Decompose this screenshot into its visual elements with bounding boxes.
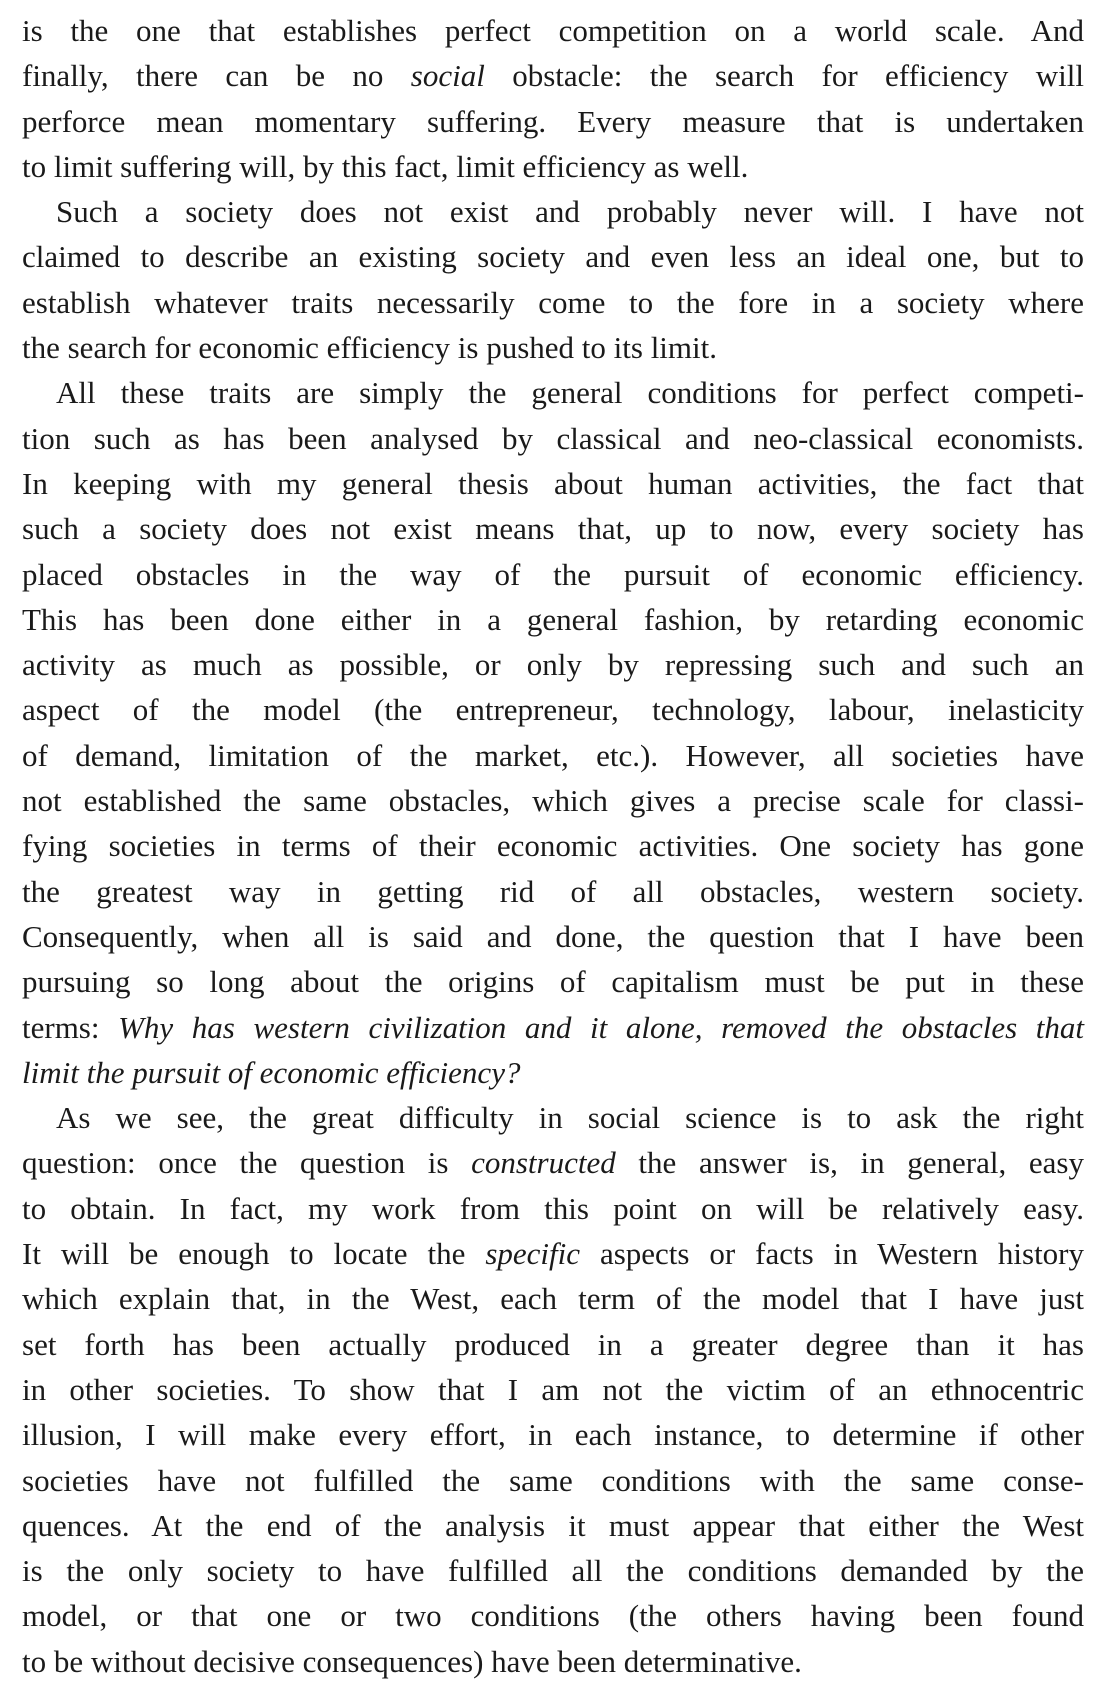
text-run: which explain that, in the West, each term of the model that I have just bbox=[22, 1281, 1084, 1317]
text-line bbox=[22, 506, 1084, 551]
text-run: is the one that establishes perfect competition on a world scale. And bbox=[22, 13, 1084, 48]
text-run: question: once the question is bbox=[22, 1145, 472, 1181]
text-run: aspects or facts in Western history bbox=[580, 1236, 1085, 1272]
text-run: terms: bbox=[22, 1009, 119, 1045]
text-run: the answer is, in general, easy bbox=[615, 1145, 1084, 1181]
text-run: model, or that one or two conditions (the others having been found bbox=[22, 1598, 1084, 1634]
text-line bbox=[22, 823, 1084, 868]
text-line bbox=[22, 1140, 1084, 1185]
italic-text: social bbox=[410, 58, 485, 94]
text-line bbox=[22, 869, 1084, 914]
text-run: finally, there can be no bbox=[22, 58, 411, 94]
document-page bbox=[22, 8, 1084, 1684]
text-run: fying societies in terms of their economic activities. One society has gone bbox=[22, 828, 1084, 864]
text-line bbox=[22, 1458, 1084, 1503]
italic-text: constructed bbox=[471, 1145, 616, 1181]
text-line bbox=[22, 99, 1084, 144]
text-line bbox=[22, 687, 1084, 732]
text-line bbox=[22, 733, 1084, 778]
text-run: All these traits are simply the general conditions for perfect competi- bbox=[56, 375, 1084, 411]
text-line bbox=[22, 959, 1084, 1004]
text-line bbox=[22, 1639, 1084, 1684]
text-run: As we see, the great difficulty in social science is to ask the right bbox=[56, 1100, 1084, 1136]
text-line bbox=[22, 8, 1084, 53]
text-line bbox=[22, 461, 1084, 506]
text-run: tion such as has been analysed by classical and neo-classical economists. bbox=[22, 420, 1084, 456]
italic-text: Why has western civilization and it alone, removed the obstacles that bbox=[118, 1009, 1084, 1045]
text-run: It will be enough to locate the bbox=[22, 1236, 486, 1272]
text-run: in other societies. To show that I am not the victim of an ethnocentric bbox=[22, 1371, 1084, 1407]
text-run: aspect of the model (the entrepreneur, technology, labour, inelasticity bbox=[22, 692, 1084, 728]
text-line bbox=[22, 642, 1084, 687]
text-run: Consequently, when all is said and done, the question that I have been bbox=[22, 918, 1084, 954]
text-line bbox=[22, 370, 1084, 415]
text-line bbox=[22, 1367, 1084, 1412]
text-run: such a society does not exist means that, up to now, every society has bbox=[22, 511, 1084, 547]
text-line bbox=[22, 1186, 1084, 1231]
paragraph-1 bbox=[22, 8, 1084, 189]
text-line bbox=[22, 1050, 1084, 1095]
text-run: is the only society to have fulfilled all the conditions demanded by the bbox=[22, 1553, 1084, 1589]
text-line bbox=[22, 1276, 1084, 1321]
text-line bbox=[22, 1412, 1084, 1457]
paragraph-2 bbox=[22, 189, 1084, 370]
text-line bbox=[22, 1322, 1084, 1367]
text-run: placed obstacles in the way of the pursuit of economic efficiency. bbox=[22, 556, 1084, 592]
text-line bbox=[22, 1005, 1084, 1050]
text-run: Such a society does not exist and probably never will. I have not bbox=[56, 194, 1084, 230]
text-run: illusion, I will make every effort, in each instance, to determine if other bbox=[22, 1417, 1084, 1453]
text-run: to limit suffering will, by this fact, limit efficiency as well. bbox=[22, 148, 749, 184]
text-line bbox=[22, 1095, 1084, 1140]
text-line bbox=[22, 1593, 1084, 1638]
text-line bbox=[22, 234, 1084, 279]
paragraph-3 bbox=[22, 370, 1084, 1095]
text-run: This has been done either in a general fashion, by retarding economic bbox=[22, 601, 1084, 637]
text-run: to be without decisive consequences) have been determinative. bbox=[22, 1643, 802, 1679]
text-line bbox=[22, 552, 1084, 597]
text-run: of demand, limitation of the market, etc.). However, all societies have bbox=[22, 737, 1084, 773]
text-run: the greatest way in getting rid of all obstacles, western society. bbox=[22, 873, 1084, 909]
text-run: societies have not fulfilled the same conditions with the same conse- bbox=[22, 1462, 1084, 1498]
text-line bbox=[22, 189, 1084, 234]
text-line bbox=[22, 1548, 1084, 1593]
text-run: the search for economic efficiency is pushed to its limit. bbox=[22, 330, 718, 366]
text-line bbox=[22, 280, 1084, 325]
text-line bbox=[22, 1503, 1084, 1548]
text-run: obstacle: the search for efficiency will bbox=[484, 58, 1084, 94]
text-line bbox=[22, 1231, 1084, 1276]
paragraph-4 bbox=[22, 1095, 1084, 1684]
italic-text: limit the pursuit of economic efficiency? bbox=[22, 1054, 521, 1090]
text-run: claimed to describe an existing society and even less an ideal one, but to bbox=[22, 239, 1084, 275]
italic-text: specific bbox=[485, 1236, 580, 1272]
text-line bbox=[22, 416, 1084, 461]
text-line bbox=[22, 325, 1084, 370]
text-run: set forth has been actually produced in a greater degree than it has bbox=[22, 1326, 1084, 1362]
text-line bbox=[22, 597, 1084, 642]
text-run: quences. At the end of the analysis it must appear that either the West bbox=[22, 1507, 1084, 1543]
text-run: not established the same obstacles, which gives a precise scale for classi- bbox=[22, 783, 1084, 819]
text-run: In keeping with my general thesis about human activities, the fact that bbox=[22, 465, 1084, 501]
text-run: to obtain. In fact, my work from this point on will be relatively easy. bbox=[22, 1190, 1084, 1226]
text-run: establish whatever traits necessarily come to the fore in a society where bbox=[22, 284, 1084, 320]
text-line bbox=[22, 144, 1084, 189]
text-run: pursuing so long about the origins of capitalism must be put in these bbox=[22, 964, 1084, 1000]
text-run: activity as much as possible, or only by repressing such and such an bbox=[22, 647, 1084, 683]
text-line bbox=[22, 53, 1084, 98]
text-line bbox=[22, 778, 1084, 823]
text-line bbox=[22, 914, 1084, 959]
text-run: perforce mean momentary suffering. Every measure that is undertaken bbox=[22, 103, 1084, 139]
